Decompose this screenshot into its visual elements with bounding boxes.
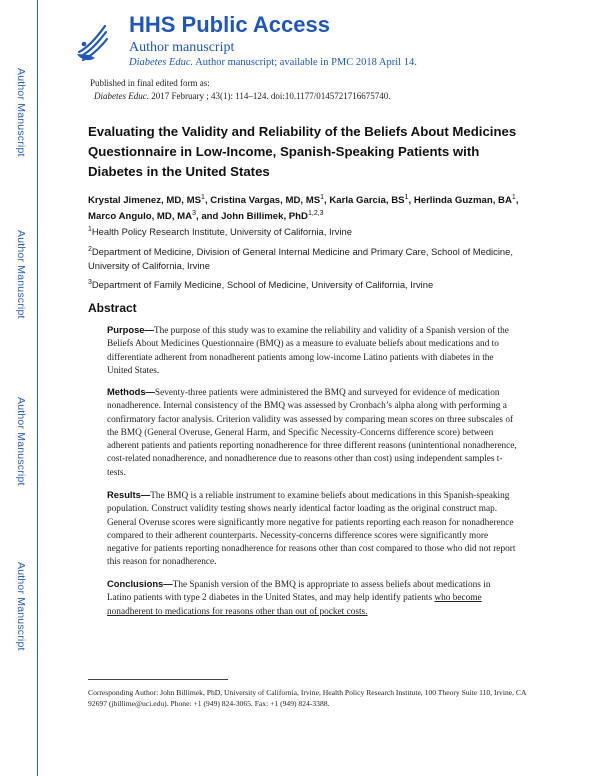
citation-journal: Diabetes Educ. — [94, 91, 149, 101]
section-text: The Spanish version of the BMQ is appropriate to assess beliefs about medications in Latino patients with type 2 diabetes in the United States, and may help identify patients — [107, 580, 491, 604]
author-affiliation-mark: 1 — [320, 193, 325, 201]
section-label: Conclusions— — [107, 578, 173, 589]
affiliation-number: 1 — [88, 225, 92, 233]
affiliation-number: 2 — [88, 245, 92, 253]
author-separator: , — [515, 195, 519, 206]
section-label: Results— — [107, 489, 151, 500]
abstract-purpose — [107, 323, 517, 378]
affiliation-number: 3 — [88, 278, 92, 286]
publication-note — [90, 77, 391, 103]
sidebar-label-author-manuscript: Author Manuscript — [15, 230, 27, 319]
section-label: Methods— — [107, 386, 155, 397]
author-separator: , — [324, 195, 330, 206]
author-name: Cristina Vargas, MD, MS — [210, 195, 321, 206]
sidebar-label-author-manuscript: Author Manuscript — [15, 397, 27, 486]
section-text: Seventy-three patients were administered the BMQ and surveyed for evidence of medication nonadherence. Internal consistency of the BMQ was assessed by Cronbach’s alpha along with performing a confirmatory factor analysis. Criterion validity was assessed by comparing mean scores on three subscales of the BMQ (General Overuse, General Harm, and Specific Necessity-Concerns difference score) between adherent patients and patients reporting nonadherence for three different reasons (unintentional nonadherence, cost-related nonadherence, and nonadherence due to reasons other than cost) using independent samples t-tests. — [107, 388, 517, 478]
author-manuscript-subtitle: Author manuscript — [129, 40, 235, 55]
sidebar-divider — [37, 0, 38, 776]
author-list — [88, 193, 528, 225]
author-separator: , — [204, 195, 211, 206]
affiliation — [88, 278, 528, 292]
author-affiliation-mark: 1,2,3 — [307, 209, 324, 217]
availability-line — [129, 57, 417, 68]
article-title: Evaluating the Validity and Reliability of the Beliefs About Medicines Questionnaire in Low-Income, Spanish-Speaking Patients with Diabetes in the United States — [88, 124, 517, 179]
author-name: John Billimek, PhD — [221, 211, 308, 222]
abstract-results — [107, 488, 517, 570]
sidebar-label-author-manuscript: Author Manuscript — [15, 68, 27, 157]
section-text: The BMQ is a reliable instrument to examine beliefs about medications in this Spanish-speaking population. Construct validity testing shows nearly identical factor loading as the original construct map. General Overuse scores were significantly more negative for patients reporting each reason for nonadherence compared to their adherent counterparts. Necessity-concerns difference scores were significantly more negative for patients reporting nonadherence for reasons other than cost compared to those who did not report this reason for nonadherence. — [107, 491, 516, 568]
publication-label: Published in final edited form as: — [90, 78, 210, 88]
author-affiliation-mark: 1 — [404, 193, 409, 201]
author-name: Karla Garcia, BS — [329, 195, 405, 206]
corresponding-author-footnote: Corresponding Author: John Billimek, PhD, University of California, Irvine, Health Policy Research Institute, 100 Theory Suite 110, Irvine, CA 92697 (jbillime@uci.edu). Phone: +1 (949) 824-3065. Fax: +1 (949) 824-3388. — [88, 688, 527, 708]
section-label: Purpose— — [107, 324, 154, 335]
author-affiliation-mark: 3 — [192, 209, 197, 217]
abstract-conclusions — [107, 577, 517, 619]
abstract-methods — [107, 385, 517, 480]
hhs-eagle-logo-icon — [75, 22, 109, 64]
author-affiliation-mark: 1 — [511, 193, 516, 201]
sidebar-label-author-manuscript: Author Manuscript — [15, 562, 27, 651]
journal-name: Diabetes Educ. — [129, 57, 194, 68]
author-name: Krystal Jimenez, MD, MS — [88, 195, 202, 206]
hhs-public-access-title: HHS Public Access — [129, 12, 330, 37]
citation-text: 2017 February ; 43(1): 114–124. doi:10.1177/0145721716675740. — [148, 91, 391, 101]
author-name: Marco Angulo, MD, MA — [88, 211, 193, 222]
affiliation — [88, 245, 528, 273]
affiliation-text: Health Policy Research Institute, University of California, Irvine — [91, 226, 352, 237]
affiliation — [88, 225, 528, 239]
footnote-divider — [88, 679, 228, 680]
section-text: The purpose of this study was to examine the reliability and validity of a Spanish version of the Beliefs About Medicines Questionnaire (BMQ) as a measure to evaluate beliefs about medications and to differentiate adherent from nonadherent patients among low-income Latino patients with diabetes in the United States. — [107, 326, 509, 376]
underlined-text: who become nonadherent to medications for reasons other than out of pocket costs. — [107, 593, 482, 617]
citation-line — [90, 90, 391, 103]
affiliation-text: Department of Medicine, Division of General Internal Medicine and Primary Care, School of Medicine, University of California, Irvine — [88, 246, 513, 271]
affiliation-text: Department of Family Medicine, School of Medicine, University of California, Irvine — [91, 279, 434, 290]
abstract-heading: Abstract — [88, 301, 137, 315]
availability-text: Author manuscript; available in PMC 2018 April 14. — [193, 57, 417, 68]
author-name: Herlinda Guzman, BA — [413, 195, 512, 206]
author-separator: , and — [196, 211, 222, 222]
author-separator: , — [408, 195, 414, 206]
author-affiliation-mark: 1 — [201, 193, 205, 201]
